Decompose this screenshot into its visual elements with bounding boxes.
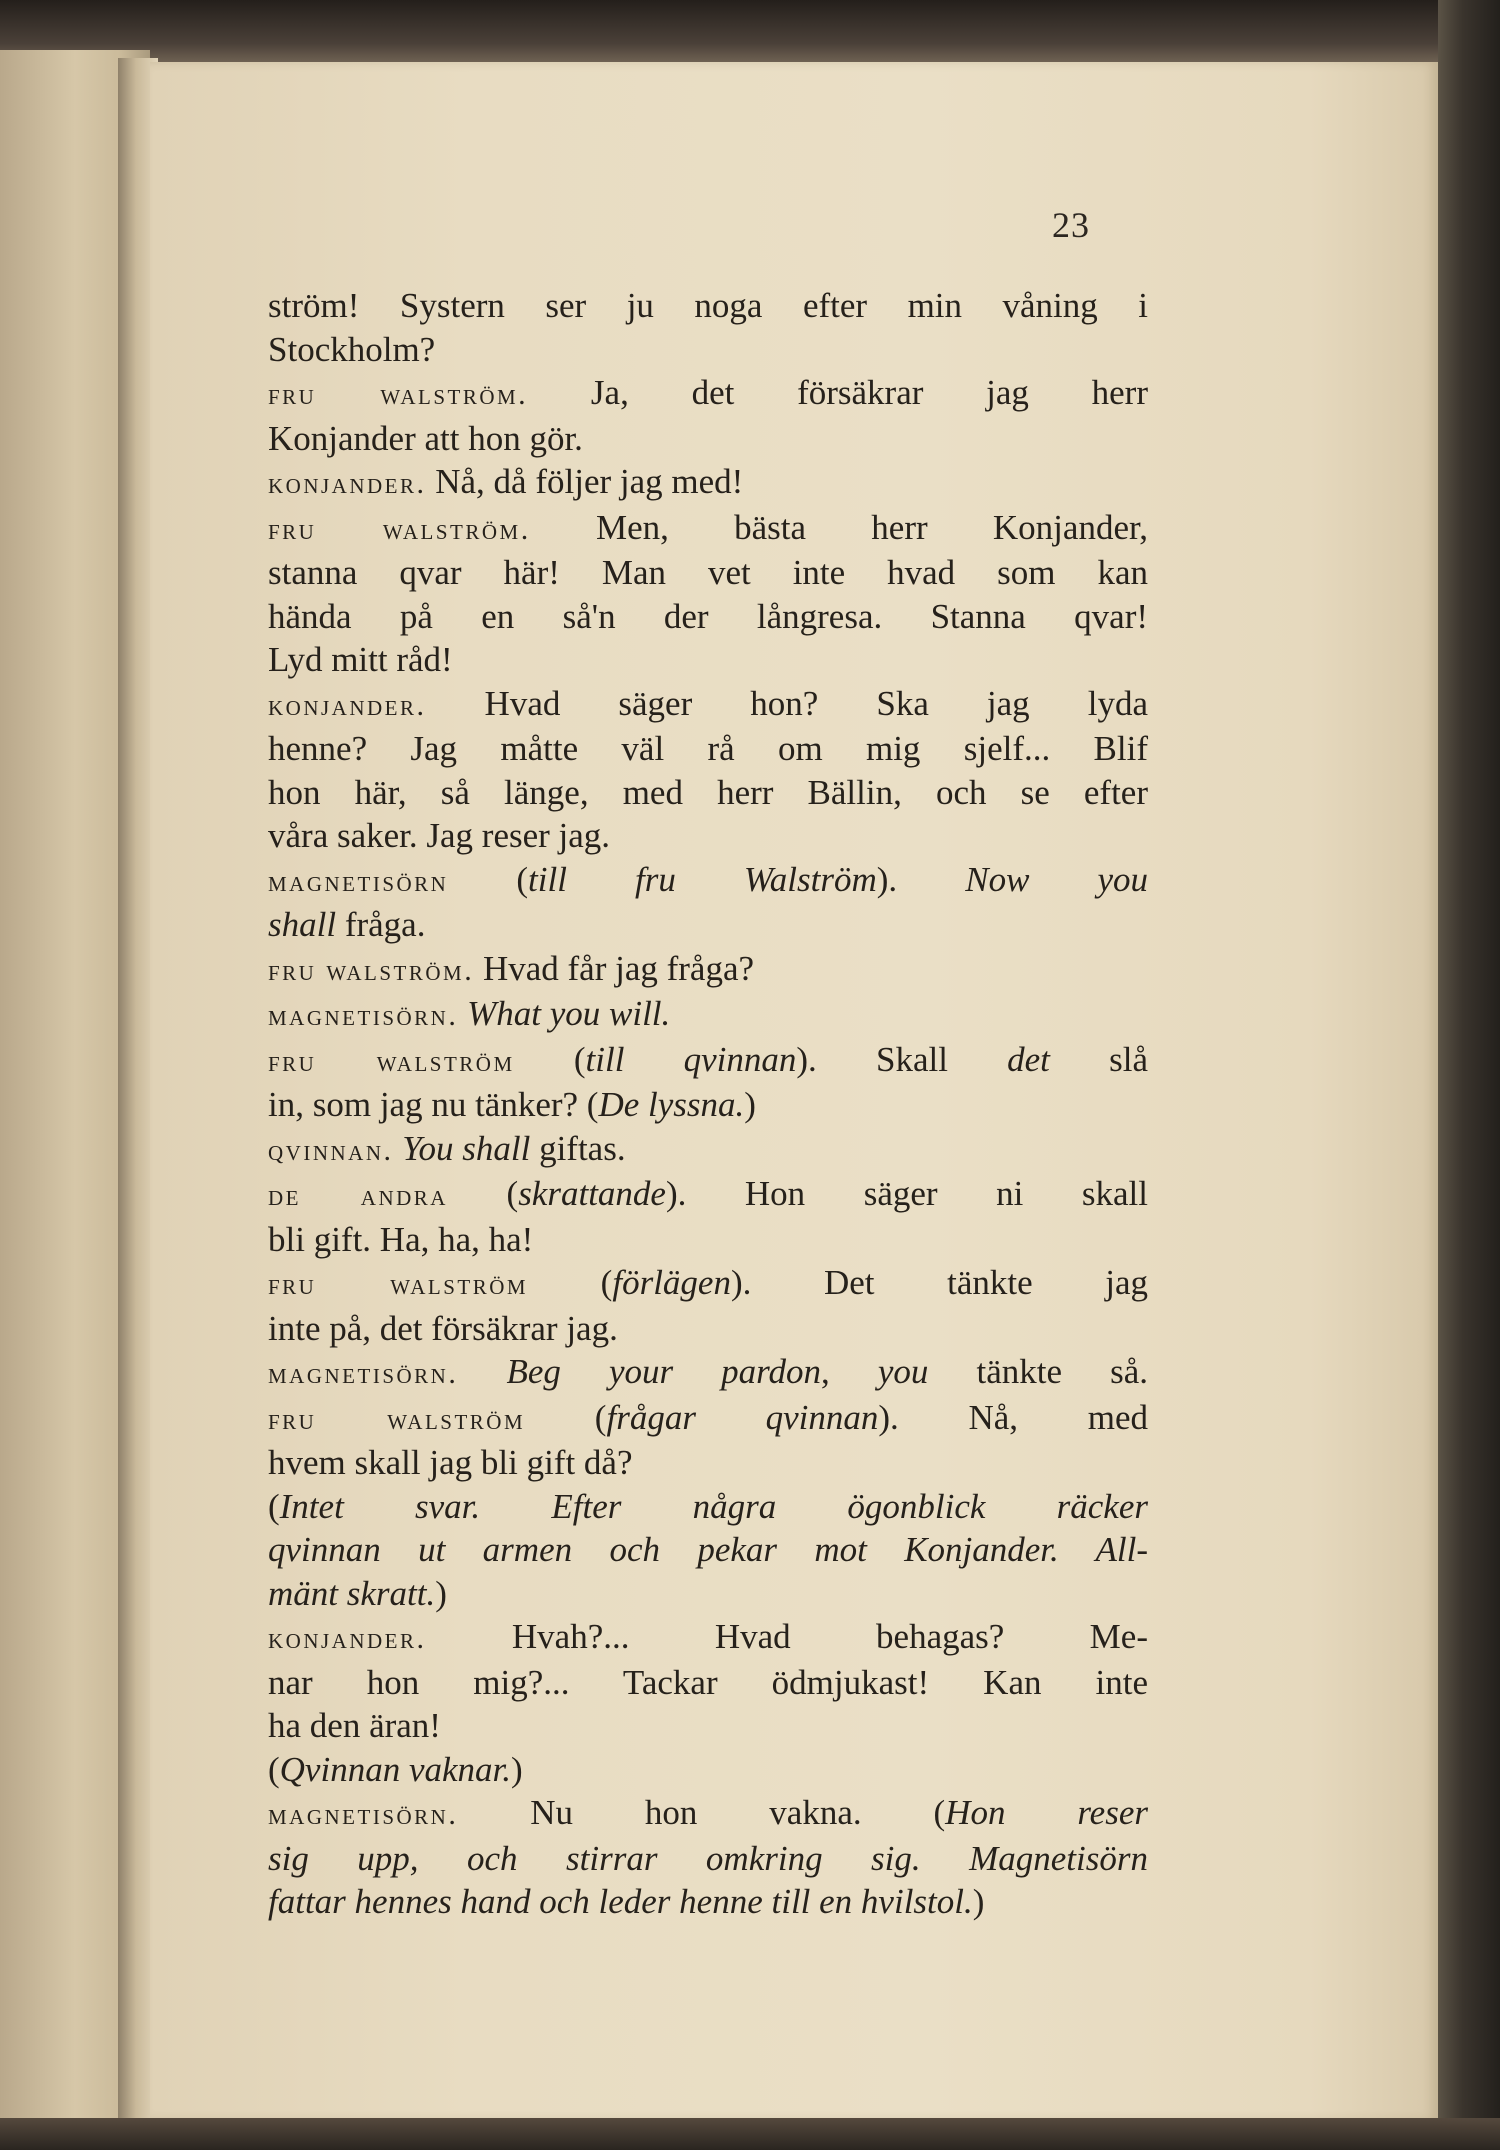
text-segment: ). Nå, med (878, 1397, 1148, 1437)
text-segment: henne? Jag måtte väl rå om mig sjelf... Blif (268, 729, 1148, 768)
speaker-name: qvinnan. (268, 1133, 394, 1167)
text-segment: tänkte så. (928, 1352, 1149, 1391)
text-line (268, 1528, 1148, 1572)
text-line (268, 284, 1148, 328)
text-line (268, 727, 1148, 771)
text-segment: in, som jag nu tänker? ( (268, 1085, 599, 1124)
book-cover-edge (1438, 0, 1500, 2150)
text-line (268, 595, 1148, 639)
speaker-name: fru walström (268, 1044, 515, 1078)
text-segment: Nå, då följer jag med! (426, 462, 744, 501)
text-segment: Ja, det försäkrar jag herr (528, 373, 1148, 412)
italic-text: What you will. (467, 994, 671, 1033)
text-line (268, 1218, 1148, 1262)
italic-text: fattar hennes hand och leder henne till en hvilstol. (268, 1882, 973, 1921)
text-segment: bli gift. Ha, ha, ha! (268, 1219, 534, 1259)
speaker-name: fru walström. (268, 512, 531, 546)
text-segment: ( (268, 1486, 280, 1526)
text-segment: hända på en så'n der långresa. Stanna qvar! (268, 596, 1148, 636)
italic-text: shall (268, 905, 337, 944)
text-segment: Lyd mitt råd! (268, 640, 453, 679)
text-line (268, 1615, 1148, 1661)
speaker-name: fru walström (268, 1402, 526, 1436)
text-segment: ). (876, 859, 966, 899)
text-line (268, 1748, 1148, 1792)
page-number: 23 (1052, 205, 1090, 245)
text-line (268, 460, 1148, 506)
text-segment: fråga. (336, 905, 426, 944)
italic-text: förlägen (612, 1263, 731, 1302)
speaker-name: fru walström. (268, 378, 529, 411)
italic-text: mänt skratt. (268, 1573, 436, 1613)
italic-text: Hon reser (945, 1793, 1148, 1832)
text-segment: ström! Systern ser ju noga efter min våning i (268, 286, 1148, 325)
text-segment: ( (447, 1174, 519, 1213)
scan-background-top (0, 0, 1500, 62)
italic-text: you (877, 1352, 929, 1391)
text-segment: hon här, så länge, med herr Bällin, och se efter (268, 772, 1148, 812)
italic-text: Qvinnan vaknar. (279, 1749, 512, 1789)
text-line (268, 1837, 1148, 1881)
scan-background-bottom (0, 2118, 1500, 2150)
speaker-name: fru walström. (268, 953, 475, 987)
text-line (268, 814, 1148, 858)
text-segment: ) (511, 1749, 523, 1789)
speaker-name: konjander. (268, 1622, 427, 1655)
italic-text: till qvinnan (585, 1039, 797, 1079)
text-segment: Hvad säger hon? Ska jag lyda (426, 683, 1148, 723)
text-line (268, 551, 1148, 595)
text-line (268, 506, 1148, 552)
text-segment: , (821, 1352, 878, 1391)
text-line (268, 1172, 1148, 1218)
page-text (268, 284, 1148, 1924)
text-segment (458, 1352, 506, 1391)
speaker-name: magnetisörn (268, 864, 449, 898)
text-segment: slå (1049, 1039, 1148, 1079)
italic-text: frågar qvinnan (606, 1397, 879, 1437)
text-segment (394, 1129, 403, 1168)
text-segment: nar hon mig?... Tackar ödmjukast! Kan inte (268, 1662, 1148, 1702)
text-line (268, 1704, 1148, 1748)
text-segment: Nu hon vakna. ( (458, 1793, 946, 1832)
italic-text: det (1007, 1039, 1050, 1079)
text-line (268, 1350, 1148, 1396)
text-line (268, 903, 1148, 947)
text-segment: ). Hon säger ni skall (665, 1174, 1149, 1213)
text-segment: ( (514, 1039, 586, 1079)
text-segment: ( (448, 859, 529, 899)
speaker-name: magnetisörn. (268, 1798, 459, 1831)
text-line (268, 1083, 1148, 1127)
text-segment: våra saker. Jag reser jag. (268, 816, 611, 855)
text-segment: ). Skall (796, 1039, 1008, 1079)
text-segment: inte på, det försäkrar jag. (268, 1308, 618, 1348)
text-line (268, 858, 1148, 904)
text-segment: ( (528, 1263, 613, 1302)
text-line (268, 1572, 1148, 1616)
text-segment: ). Det tänkte jag (730, 1263, 1149, 1302)
text-line (268, 1661, 1148, 1705)
text-segment: ( (268, 1749, 280, 1789)
italic-text: You shall (402, 1128, 531, 1168)
text-line (268, 371, 1148, 417)
text-line (268, 1038, 1148, 1084)
text-segment: ha den äran! (268, 1706, 441, 1745)
text-line (268, 1307, 1148, 1351)
italic-text: De lyssna. (598, 1085, 745, 1124)
text-line (268, 682, 1148, 728)
text-segment: ) (744, 1085, 756, 1124)
speaker-name: de andra (268, 1179, 448, 1212)
text-line (268, 771, 1148, 815)
text-line (268, 1880, 1148, 1924)
italic-text: Beg your pardon (506, 1352, 822, 1391)
text-line (268, 1441, 1148, 1485)
text-line (268, 992, 1148, 1038)
italic-text: Now you (965, 859, 1148, 899)
text-line (268, 1396, 1148, 1442)
speaker-name: fru walström (268, 1268, 529, 1301)
speaker-name: konjander. (268, 467, 427, 500)
text-line (268, 328, 1148, 372)
text-segment (458, 994, 467, 1033)
text-line (268, 1485, 1148, 1529)
italic-text: sig upp, och stirrar omkring sig. Magnetisörn (268, 1838, 1148, 1878)
text-segment: ) (435, 1573, 447, 1613)
italic-text: skrattande (518, 1174, 666, 1213)
text-line (268, 638, 1148, 682)
speaker-name: magnetisörn. (268, 999, 459, 1032)
text-segment: stanna qvar här! Man vet inte hvad som kan (268, 553, 1148, 592)
text-line (268, 947, 1148, 993)
text-segment: giftas. (530, 1128, 626, 1168)
italic-text: till fru Walström (528, 859, 877, 899)
text-segment: Hvad får jag fråga? (474, 948, 755, 988)
text-segment: Stockholm? (268, 329, 436, 369)
text-segment: ( (525, 1397, 607, 1437)
text-segment: Hvah?... Hvad behagas? Me- (426, 1617, 1148, 1656)
text-segment: Konjander att hon gör. (268, 418, 583, 458)
italic-text: Intet svar. Efter några ögonblick räcker (279, 1486, 1148, 1526)
text-line (268, 417, 1148, 461)
text-segment: Men, bästa herr Konjander, (530, 507, 1148, 547)
speaker-name: konjander. (268, 688, 427, 722)
text-line (268, 1791, 1148, 1837)
italic-text: qvinnan ut armen och pekar mot Konjander. All- (268, 1530, 1148, 1569)
speaker-name: magnetisörn. (268, 1357, 459, 1390)
text-line (268, 1261, 1148, 1307)
text-segment: ) (972, 1882, 985, 1921)
text-segment: hvem skall jag bli gift då? (268, 1443, 633, 1482)
text-line (268, 1127, 1148, 1173)
